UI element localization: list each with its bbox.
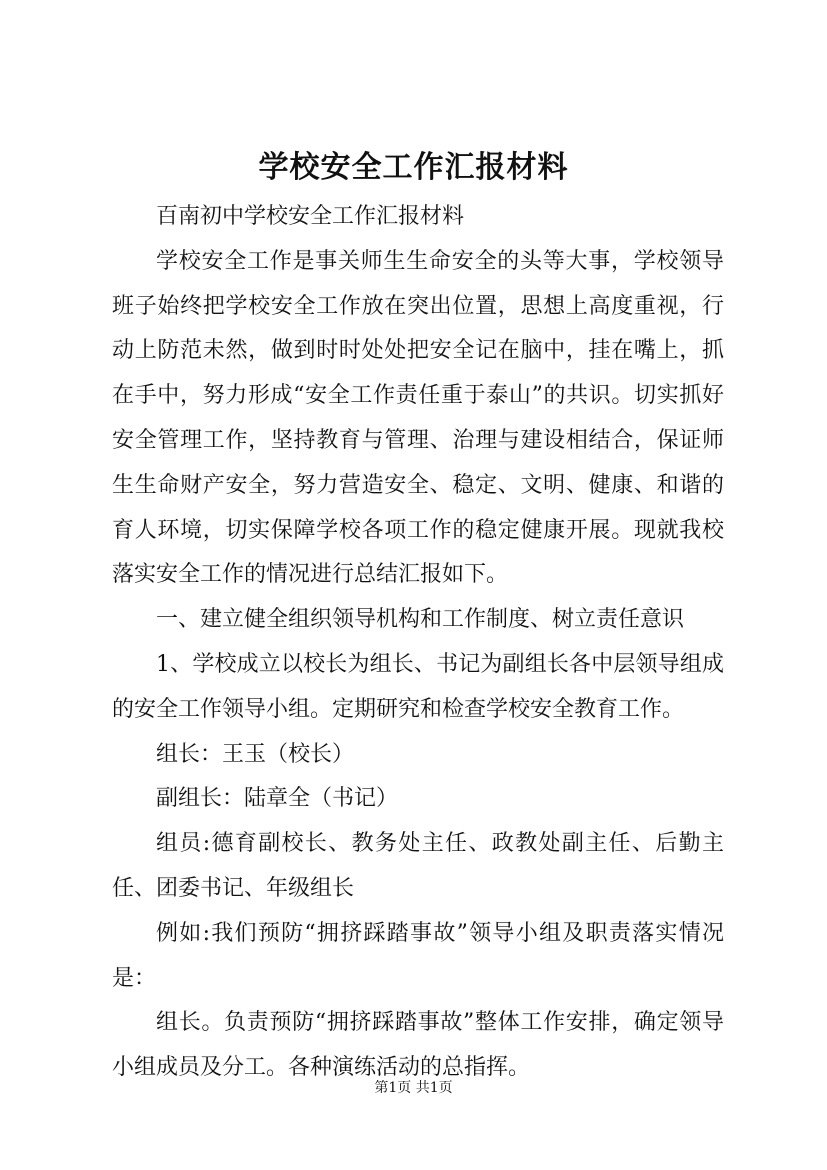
paragraph-example: 例如:我们预防“拥挤踩踏事故”领导小组及职责落实情况是： (112, 920, 724, 991)
section-heading-1: 一、建立健全组织领导机构和工作制度、树立责任意识 (156, 607, 685, 633)
page-footer: 第1页 共1页 (374, 1080, 453, 1096)
document-title: 学校安全工作汇报材料 (258, 150, 569, 185)
paragraph-intro: 学校安全工作是事关师生生命安全的头等大事，学校领导班子始终把学校安全工作放在突出位置，思想上高度重视，行动上防范未然，做到时时处处把安全记在脑中，挂在嘴上，抓在手中，努力形成“安全工作责任重于泰山”的共识。切实抓好安全管理工作，坚持教育与管理、治理与建设相结合，保证师生生命财产安全，努力营造安全、稳定、文明、健康、和谐的育人环境，切实保障学校各项工作的稳定健康开展。现就我校落实安全工作的情况进行总结汇报如下。 (112, 248, 724, 588)
paragraph-deputy-leader: 副组长：陆章全（书记） (156, 786, 399, 812)
document-body (112, 195, 724, 1091)
paragraph-item-1: 1、学校成立以校长为组长、书记为副组长各中层领导组成的安全工作领导小组。定期研究和检查学校安全教育工作。 (112, 651, 724, 722)
paragraph-members: 组员:德育副校长、教务处主任、政教处副主任、后勤主任、团委书记、年级组长 (112, 831, 724, 901)
paragraph-leader-duty: 组长。负责预防“拥挤踩踏事故”整体工作安排，确定领导小组成员及分工。各种演练活动的总指挥。 (112, 1010, 724, 1081)
paragraph-leader: 组长：王玉（校长） (156, 741, 355, 767)
paragraph-school-name: 百南初中学校安全工作汇报材料 (156, 204, 465, 229)
